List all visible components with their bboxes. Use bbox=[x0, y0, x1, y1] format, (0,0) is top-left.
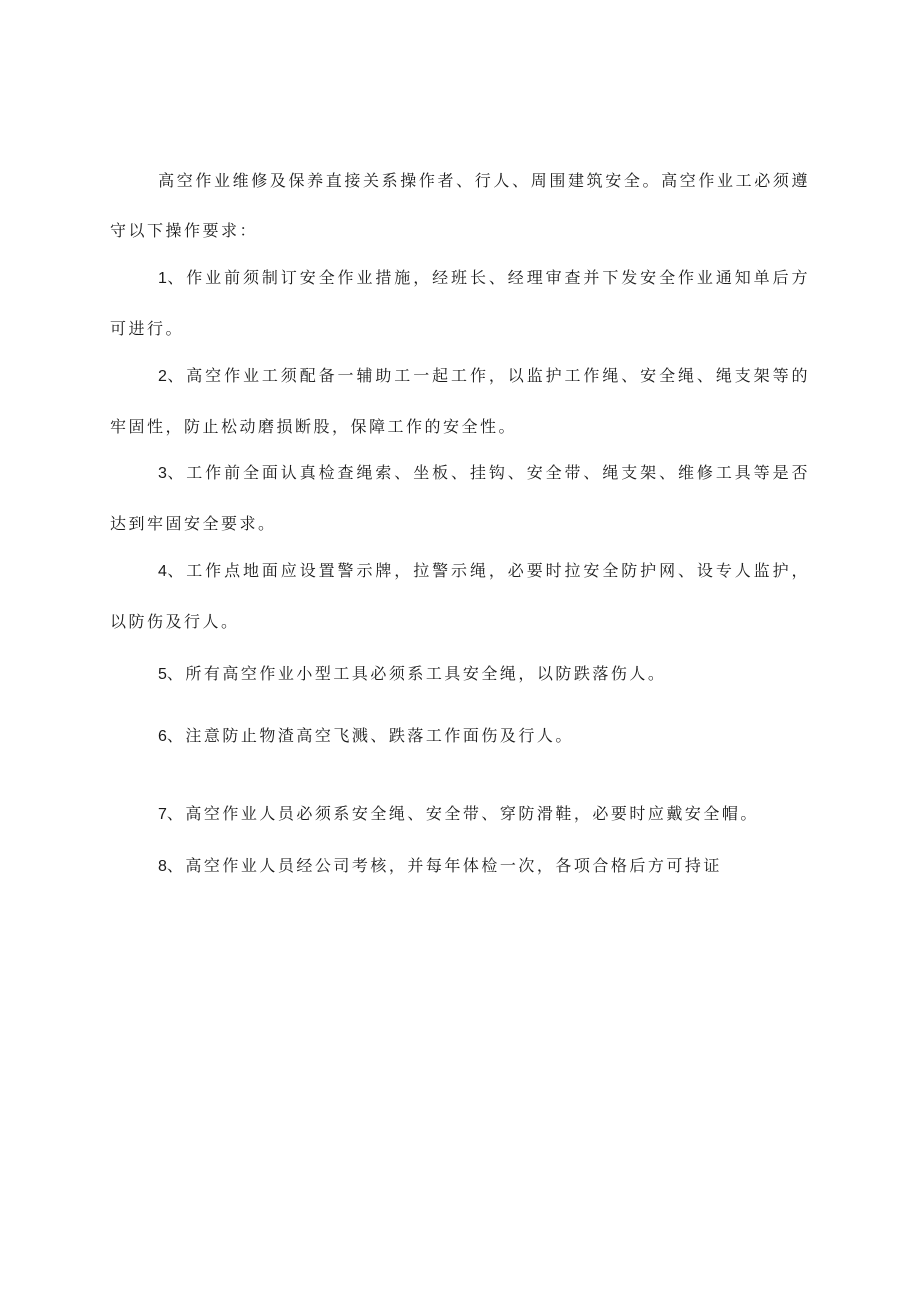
item-text: 、作业前须制订安全作业措施，经班长、经理审查并下发安全作业通知单后方可进行。 bbox=[110, 268, 810, 338]
item-text: 、高空作业人员必须系安全绳、安全带、穿防滑鞋，必要时应戴安全帽。 bbox=[166, 804, 759, 823]
item-number: 4 bbox=[158, 563, 167, 580]
item-number: 6 bbox=[158, 728, 167, 745]
item-text: 、高空作业人员经公司考核，并每年体检一次，各项合格后方可持证 bbox=[166, 856, 722, 875]
item-text: 、所有高空作业小型工具必须系工具安全绳，以防跌落伤人。 bbox=[166, 664, 667, 683]
item-number: 1 bbox=[158, 270, 167, 287]
item-number: 2 bbox=[158, 368, 167, 385]
item-number: 3 bbox=[158, 465, 167, 482]
item-text: 、高空作业工须配备一辅助工一起工作，以监护工作绳、安全绳、绳支架等的牢固性，防止松动磨损断股，保障工作的安全性。 bbox=[110, 366, 810, 436]
list-item bbox=[110, 253, 810, 354]
list-item bbox=[110, 448, 810, 549]
intro-paragraph bbox=[110, 156, 810, 256]
list-item bbox=[110, 841, 810, 892]
list-item bbox=[110, 789, 810, 840]
list-item bbox=[110, 649, 810, 700]
item-text: 、注意防止物渣高空飞溅、跌落工作面伤及行人。 bbox=[166, 726, 574, 745]
item-number: 8 bbox=[158, 858, 167, 875]
item-text: 、工作点地面应设置警示牌，拉警示绳，必要时拉安全防护网、设专人监护，以防伤及行人。 bbox=[110, 561, 810, 631]
list-item bbox=[110, 351, 810, 452]
item-number: 5 bbox=[158, 666, 167, 683]
item-text: 、工作前全面认真检查绳索、坐板、挂钩、安全带、绳支架、维修工具等是否达到牢固安全要求。 bbox=[110, 463, 810, 533]
list-item bbox=[110, 546, 810, 647]
item-number: 7 bbox=[158, 806, 167, 823]
intro-text: 高空作业维修及保养直接关系操作者、行人、周围建筑安全。高空作业工必须遵守以下操作要求： bbox=[110, 171, 810, 240]
list-item bbox=[110, 711, 810, 762]
